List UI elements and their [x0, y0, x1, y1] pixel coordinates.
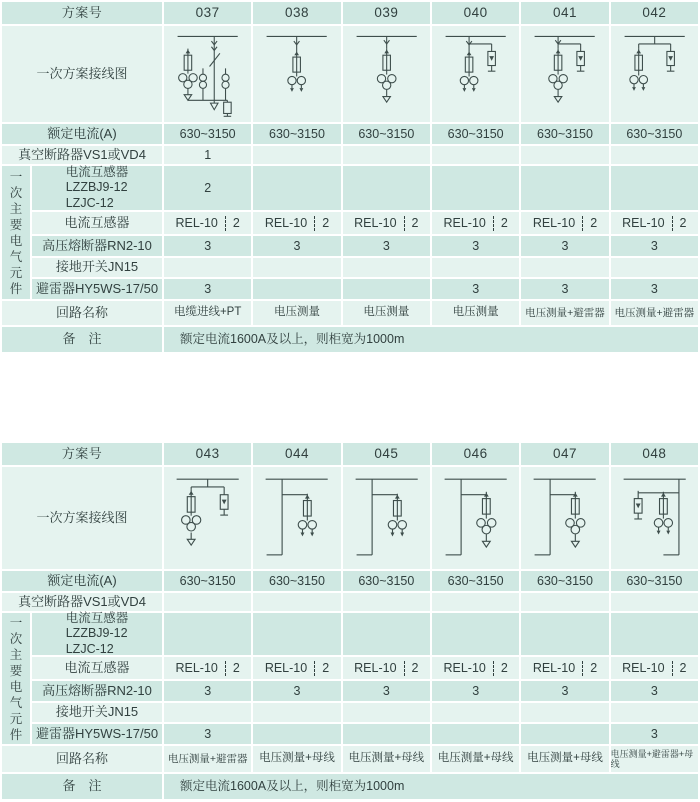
scheme-table-043-048: [2, 443, 698, 799]
row-label-arrester: 避雷器HY5WS-17/50: [32, 279, 162, 299]
row-label-breaker: 真空断路器VS1或VD4: [2, 593, 162, 611]
ct_lzzbj-cell-043: [164, 613, 251, 655]
breaker-cell-044: [253, 593, 340, 611]
ct-rel-model: REL-10: [443, 215, 486, 230]
breaker-cell-041: [521, 146, 608, 164]
circuit-name-cell-043: 电压测量+避雷器: [164, 746, 251, 772]
no-cell-043: 043: [164, 443, 251, 465]
ct1-label-line1: 电流互感器: [65, 611, 129, 626]
dashed-separator: [225, 661, 226, 676]
diagram-cell-038: [253, 26, 340, 122]
arrester-cell-042: 3: [611, 279, 698, 299]
row-label-ct1: [32, 166, 162, 210]
arrester-cell-044: [253, 724, 340, 744]
no-cell-048: 048: [611, 443, 698, 465]
ct-rel-qty: 2: [232, 215, 240, 230]
fuse-cell-041: 3: [521, 236, 608, 256]
diagram-cell-037: [164, 26, 251, 122]
arrester-cell-040: 3: [432, 279, 519, 299]
rated_current-cell-039: 630~3150: [343, 124, 430, 144]
ct-rel-cell-044: [253, 657, 340, 679]
earth_switch-cell-045: [343, 703, 430, 722]
circuit-name-cell-048: 电压测量+避雷器+母线: [611, 746, 698, 772]
circuit-name-cell-038: 电压测量: [253, 301, 340, 325]
no-cell-047: 047: [521, 443, 608, 465]
ct-rel-cell-038: [253, 212, 340, 234]
circuit-name-cell-037: 电缆进线+PT: [164, 301, 251, 325]
diagram-cell-043: [164, 467, 251, 569]
fuse-cell-040: 3: [432, 236, 519, 256]
arrester-cell-037: 3: [164, 279, 251, 299]
dashed-separator: [493, 661, 494, 676]
earth_switch-cell-046: [432, 703, 519, 722]
arrester-cell-039: [343, 279, 430, 299]
one-line-diagram-cable-incoming-pt: [164, 27, 251, 121]
ct1-label-line3: LZJC-12: [65, 195, 114, 210]
ct_lzzbj-cell-039: [343, 166, 430, 210]
diagram-cell-046: [432, 467, 519, 569]
arrester-cell-046: [432, 724, 519, 744]
ct-rel-model: REL-10: [622, 660, 665, 675]
row-label-diagram: 一次方案接线图: [2, 26, 162, 122]
earth_switch-cell-048: [611, 703, 698, 722]
ct-rel-qty: 2: [590, 215, 598, 230]
ct-rel-model: REL-10: [532, 215, 576, 230]
ct-rel-model: REL-10: [622, 215, 665, 230]
dashed-separator: [225, 216, 226, 231]
ct1-label-block: [66, 165, 129, 211]
rated_current-cell-045: 630~3150: [343, 571, 430, 591]
ct-rel-model: REL-10: [354, 660, 397, 675]
arrester-cell-043: 3: [164, 724, 251, 744]
earth_switch-cell-038: [253, 258, 340, 277]
ct1-label-line2: LZZBJ9-12: [65, 626, 128, 641]
group-label-text: 一次主要电气元件: [9, 169, 23, 296]
ct-rel-model: REL-10: [264, 660, 308, 675]
ct_lzzbj-cell-045: [343, 613, 430, 655]
breaker-cell-047: [521, 593, 608, 611]
remark-text-cell: 额定电流1600A及以上，则柜宽为1000m: [164, 774, 698, 799]
row-label-breaker: 真空断路器VS1或VD4: [2, 146, 162, 164]
arrester-cell-041: 3: [521, 279, 608, 299]
earth_switch-cell-043: [164, 703, 251, 722]
breaker-cell-042: [611, 146, 698, 164]
row-label-scheme_no: 方案号: [2, 2, 162, 24]
fuse-cell-038: 3: [253, 236, 340, 256]
ct_lzzbj-cell-048: [611, 613, 698, 655]
earth_switch-cell-042: [611, 258, 698, 277]
ct1-label-line3: LZJC-12: [65, 641, 114, 656]
ct-rel-cell-039: [343, 212, 430, 234]
rated_current-cell-040: 630~3150: [432, 124, 519, 144]
remark-text-cell: 额定电流1600A及以上，则柜宽为1000m: [164, 327, 698, 352]
earth_switch-cell-044: [253, 703, 340, 722]
ct1-label-line1: 电流互感器: [65, 165, 129, 180]
ct1-label-block: [66, 611, 129, 657]
circuit-name-cell-046: 电压测量+母线: [432, 746, 519, 772]
arrester-cell-047: [521, 724, 608, 744]
no-cell-038: 038: [253, 2, 340, 24]
one-line-diagram-bus-pass-fuse-pt2: [253, 468, 340, 568]
row-label-fuse: 高压熔断器RN2-10: [32, 236, 162, 256]
row-label-ct2: 电流互感器: [32, 657, 162, 679]
dashed-separator: [314, 661, 315, 676]
arrester-cell-038: [253, 279, 340, 299]
ct_lzzbj-cell-041: [521, 166, 608, 210]
rated_current-cell-042: 630~3150: [611, 124, 698, 144]
fuse-cell-045: 3: [343, 681, 430, 701]
circuit-name-cell-041: 电压测量+避雷器: [521, 301, 608, 325]
circuit-name-cell-047: 电压测量+母线: [521, 746, 608, 772]
rated_current-cell-041: 630~3150: [521, 124, 608, 144]
rated_current-cell-047: 630~3150: [521, 571, 608, 591]
ct-rel-model: REL-10: [264, 215, 308, 230]
fuse-cell-043: 3: [164, 681, 251, 701]
ct_lzzbj-cell-038: [253, 166, 340, 210]
circuit-name-cell-044: 电压测量+母线: [253, 746, 340, 772]
earth_switch-cell-040: [432, 258, 519, 277]
no-cell-041: 041: [521, 2, 608, 24]
ct-rel-qty: 2: [232, 660, 240, 675]
rated_current-cell-044: 630~3150: [253, 571, 340, 591]
ct-rel-qty: 2: [322, 215, 330, 230]
fuse-cell-046: 3: [432, 681, 519, 701]
earth_switch-cell-047: [521, 703, 608, 722]
ct-rel-qty: 2: [411, 660, 419, 675]
dashed-separator: [582, 216, 583, 231]
breaker-cell-045: [343, 593, 430, 611]
arrester-cell-045: [343, 724, 430, 744]
rated_current-cell-043: 630~3150: [164, 571, 251, 591]
ct-rel-cell-041: [521, 212, 608, 234]
ct-rel-model: REL-10: [175, 660, 218, 675]
diagram-cell-045: [343, 467, 430, 569]
breaker-cell-040: [432, 146, 519, 164]
ct-rel-cell-043: [164, 657, 251, 679]
dashed-separator: [672, 216, 673, 231]
dashed-separator: [404, 661, 405, 676]
ct1-label-line2: LZZBJ9-12: [65, 180, 128, 195]
fuse-cell-042: 3: [611, 236, 698, 256]
ct-rel-cell-040: [432, 212, 519, 234]
row-label-circuit_name: 回路名称: [2, 746, 162, 772]
ct-rel-model: REL-10: [354, 215, 397, 230]
circuit-name-cell-039: 电压测量: [343, 301, 430, 325]
row-label-remark: 备 注: [2, 327, 162, 352]
rated_current-cell-037: 630~3150: [164, 124, 251, 144]
ct-rel-qty: 2: [679, 215, 687, 230]
ct-rel-qty: 2: [500, 215, 508, 230]
one-line-diagram-bus-pass-fuse-pt3-ground: [521, 468, 608, 568]
breaker-cell-038: [253, 146, 340, 164]
earth_switch-cell-041: [521, 258, 608, 277]
breaker-cell-043: [164, 593, 251, 611]
diagram-cell-047: [521, 467, 608, 569]
row-label-earth_switch: 接地开关JN15: [32, 258, 162, 277]
diagram-cell-042: [611, 26, 698, 122]
diagram-cell-041: [521, 26, 608, 122]
rated_current-cell-038: 630~3150: [253, 124, 340, 144]
one-line-diagram-pt2-arrester-branches: [611, 27, 698, 121]
ct-rel-cell-037: [164, 212, 251, 234]
diagram-cell-048: [611, 467, 698, 569]
row-label-rated_current: 额定电流(A): [2, 124, 162, 144]
one-line-diagram-bus-pass-fuse-pt2: [343, 468, 430, 568]
row-label-scheme_no: 方案号: [2, 443, 162, 465]
circuit-name-cell-042: 电压测量+避雷器: [611, 301, 698, 325]
one-line-diagram-fuse-pt2-arrester: [432, 27, 519, 121]
dashed-separator: [404, 216, 405, 231]
group-label-text: 一次主要电气元件: [9, 615, 23, 742]
no-cell-044: 044: [253, 443, 340, 465]
fuse-cell-047: 3: [521, 681, 608, 701]
ct-rel-qty: 2: [500, 660, 508, 675]
dashed-separator: [582, 661, 583, 676]
rated_current-cell-046: 630~3150: [432, 571, 519, 591]
ct-rel-cell-047: [521, 657, 608, 679]
dashed-separator: [672, 661, 673, 676]
row-label-earth_switch: 接地开关JN15: [32, 703, 162, 722]
diagram-cell-039: [343, 26, 430, 122]
ct-rel-model: REL-10: [443, 660, 486, 675]
ct-rel-cell-045: [343, 657, 430, 679]
group-label-primary-electric-components: [2, 613, 30, 744]
scheme-table-037-042: [2, 2, 698, 352]
no-cell-042: 042: [611, 2, 698, 24]
ct-rel-qty: 2: [411, 215, 419, 230]
one-line-diagram-fuse-pt2: [253, 27, 340, 121]
earth_switch-cell-037: [164, 258, 251, 277]
ct_lzzbj-cell-037: 2: [164, 166, 251, 210]
group-label-primary-electric-components: [2, 166, 30, 299]
dashed-separator: [493, 216, 494, 231]
row-label-diagram: 一次方案接线图: [2, 467, 162, 569]
row-label-rated_current: 额定电流(A): [2, 571, 162, 591]
one-line-diagram-fuse-pt3-ground: [343, 27, 430, 121]
ct-rel-qty: 2: [322, 660, 330, 675]
ct-rel-cell-042: [611, 212, 698, 234]
ct_lzzbj-cell-040: [432, 166, 519, 210]
fuse-cell-044: 3: [253, 681, 340, 701]
ct-rel-model: REL-10: [532, 660, 576, 675]
row-label-circuit_name: 回路名称: [2, 301, 162, 325]
row-label-ct1: [32, 613, 162, 655]
fuse-cell-039: 3: [343, 236, 430, 256]
row-label-fuse: 高压熔断器RN2-10: [32, 681, 162, 701]
no-cell-045: 045: [343, 443, 430, 465]
one-line-diagram-bus-pass-arrester-fuse-pt2: [611, 468, 698, 568]
no-cell-037: 037: [164, 2, 251, 24]
ct-rel-qty: 2: [679, 660, 687, 675]
earth_switch-cell-039: [343, 258, 430, 277]
one-line-diagram-bus-pass-fuse-pt3-ground: [432, 468, 519, 568]
breaker-cell-046: [432, 593, 519, 611]
one-line-diagram-fuse-pt3-ground-arrester: [521, 27, 608, 121]
one-line-diagram-pt3-ground-arrester-branches: [164, 468, 251, 568]
ct-rel-qty: 2: [590, 660, 598, 675]
arrester-cell-048: 3: [611, 724, 698, 744]
row-label-ct2: 电流互感器: [32, 212, 162, 234]
no-cell-040: 040: [432, 2, 519, 24]
rated_current-cell-048: 630~3150: [611, 571, 698, 591]
breaker-cell-037: 1: [164, 146, 251, 164]
no-cell-039: 039: [343, 2, 430, 24]
breaker-cell-048: [611, 593, 698, 611]
circuit-name-cell-045: 电压测量+母线: [343, 746, 430, 772]
ct_lzzbj-cell-042: [611, 166, 698, 210]
ct_lzzbj-cell-046: [432, 613, 519, 655]
fuse-cell-037: 3: [164, 236, 251, 256]
row-label-remark: 备 注: [2, 774, 162, 799]
ct-rel-cell-048: [611, 657, 698, 679]
ct_lzzbj-cell-047: [521, 613, 608, 655]
ct-rel-model: REL-10: [175, 215, 218, 230]
diagram-cell-040: [432, 26, 519, 122]
diagram-cell-044: [253, 467, 340, 569]
ct_lzzbj-cell-044: [253, 613, 340, 655]
no-cell-046: 046: [432, 443, 519, 465]
row-label-arrester: 避雷器HY5WS-17/50: [32, 724, 162, 744]
breaker-cell-039: [343, 146, 430, 164]
dashed-separator: [314, 216, 315, 231]
fuse-cell-048: 3: [611, 681, 698, 701]
ct-rel-cell-046: [432, 657, 519, 679]
circuit-name-cell-040: 电压测量: [432, 301, 519, 325]
